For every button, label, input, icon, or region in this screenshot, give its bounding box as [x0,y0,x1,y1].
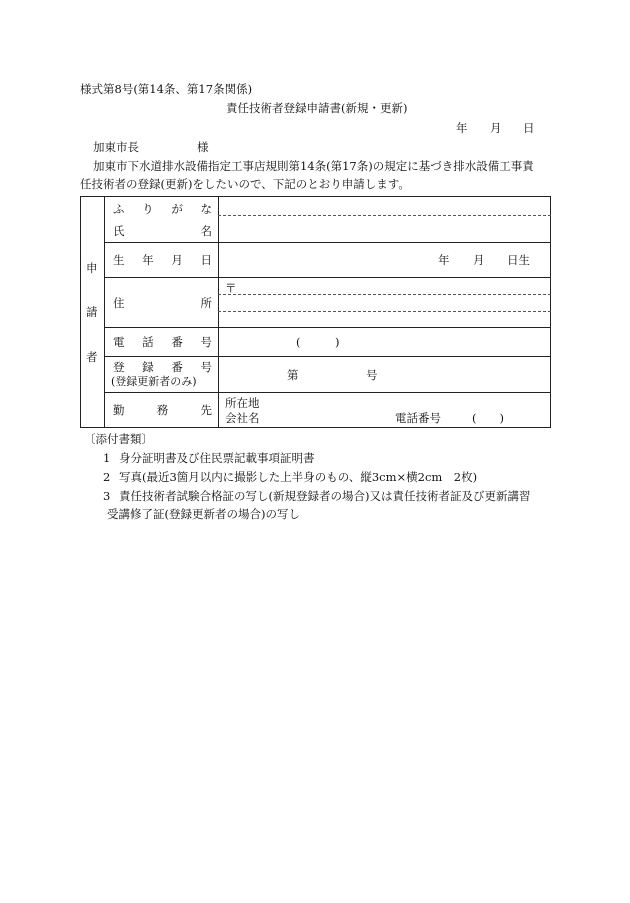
form-number: 様式第8号(第14条、第17条関係) [80,82,253,96]
address-label [113,296,212,310]
birth-day-label: 日生 [507,253,530,267]
reg-number-suffix: 号 [366,368,378,382]
birth-label-char: 年 [142,253,154,267]
phone-area-code-parens: ( ) [296,335,340,349]
phone-label-char: 号 [200,335,212,349]
workplace-phone-parens: ( ) [472,411,504,425]
reg-number-label [113,360,212,374]
attachment-item-3-continued: 受講修了証(登録更新者の場合)の写し [107,507,300,521]
page-title: 責任技術者登録申請書(新規・更新) [226,101,408,115]
row-line-reg [104,392,551,393]
row-line-address [104,327,551,328]
workplace-location-label: 所在地 [225,396,260,410]
furigana-dashed-line [218,215,551,216]
attachment-item-2-num: 2 [103,470,111,484]
reg-note: (登録更新者のみ) [111,375,197,388]
birth-month-label: 月 [473,253,485,267]
label-value-divider [218,196,219,428]
phone-label-char: 話 [142,335,154,349]
applicant-label-char-2: 請 [86,305,98,319]
date-day-label: 日 [523,121,535,135]
row-line-birth [104,277,551,278]
reg-label-char: 番 [171,360,183,374]
furigana-char: ふ [113,202,125,216]
workplace-label-char: 勤 [113,403,125,417]
intro-line-2: 任技術者の登録(更新)をしたいので、下記のとおり申請します。 [80,177,410,191]
addressee-name: 加東市長 [93,140,139,154]
intro-line-1: 加東市下水道排水設備指定工事店規則第14条(第17条)の規定に基づき排水設備工事責 [93,159,534,173]
applicant-label-char-3: 者 [86,350,98,364]
row-line-name [104,242,551,243]
workplace-company-label: 会社名 [225,411,260,425]
reg-label-char: 登 [113,360,125,374]
name-label [113,224,212,238]
name-label-char: 氏 [113,224,125,238]
attachment-item-1-num: 1 [103,451,111,465]
reg-label-char: 号 [200,360,212,374]
postal-mark: 〒 [225,281,237,295]
phone-label [113,335,212,349]
phone-label-char: 番 [171,335,183,349]
attachment-item-2-text: 写真(最近3箇月以内に撮影した上半身のもの、縦3cm×横2cm 2枚) [119,470,478,484]
applicant-label-char-1: 申 [86,261,98,275]
birth-label [113,253,212,267]
attachment-item-3-text: 責任技術者試験合格証の写し(新規登録者の場合)又は責任技術者証及び更新講習 [119,489,531,503]
row-line-phone [104,356,551,357]
applicant-label-divider [104,196,105,428]
birth-label-char: 日 [200,253,212,267]
workplace-label-char: 先 [200,403,212,417]
workplace-label-char: 務 [156,403,169,417]
date-month-label: 月 [490,121,502,135]
furigana-label [113,202,212,216]
address-label-char: 住 [113,296,125,310]
reg-label-char: 録 [142,360,154,374]
birth-year-label: 年 [438,253,450,267]
address-label-char: 所 [200,296,212,310]
furigana-char: な [200,202,212,216]
attachments-heading: 〔添付書類〕 [84,432,153,446]
furigana-char: り [142,202,154,216]
address-dashed-line-2 [218,311,551,312]
phone-label-char: 電 [113,335,125,349]
furigana-char: が [171,202,183,216]
address-dashed-line-1 [218,294,551,295]
date-year-label: 年 [456,121,468,135]
workplace-phone-label: 電話番号 [395,411,441,425]
workplace-label [113,403,212,417]
addressee-honorific: 様 [197,140,209,154]
attachment-item-3-num: 3 [103,489,111,503]
attachment-item-1-text: 身分証明書及び住民票記載事項証明書 [119,451,315,465]
birth-label-char: 生 [113,253,125,267]
reg-number-prefix: 第 [287,368,299,382]
birth-label-char: 月 [171,253,183,267]
name-label-char: 名 [200,224,212,238]
